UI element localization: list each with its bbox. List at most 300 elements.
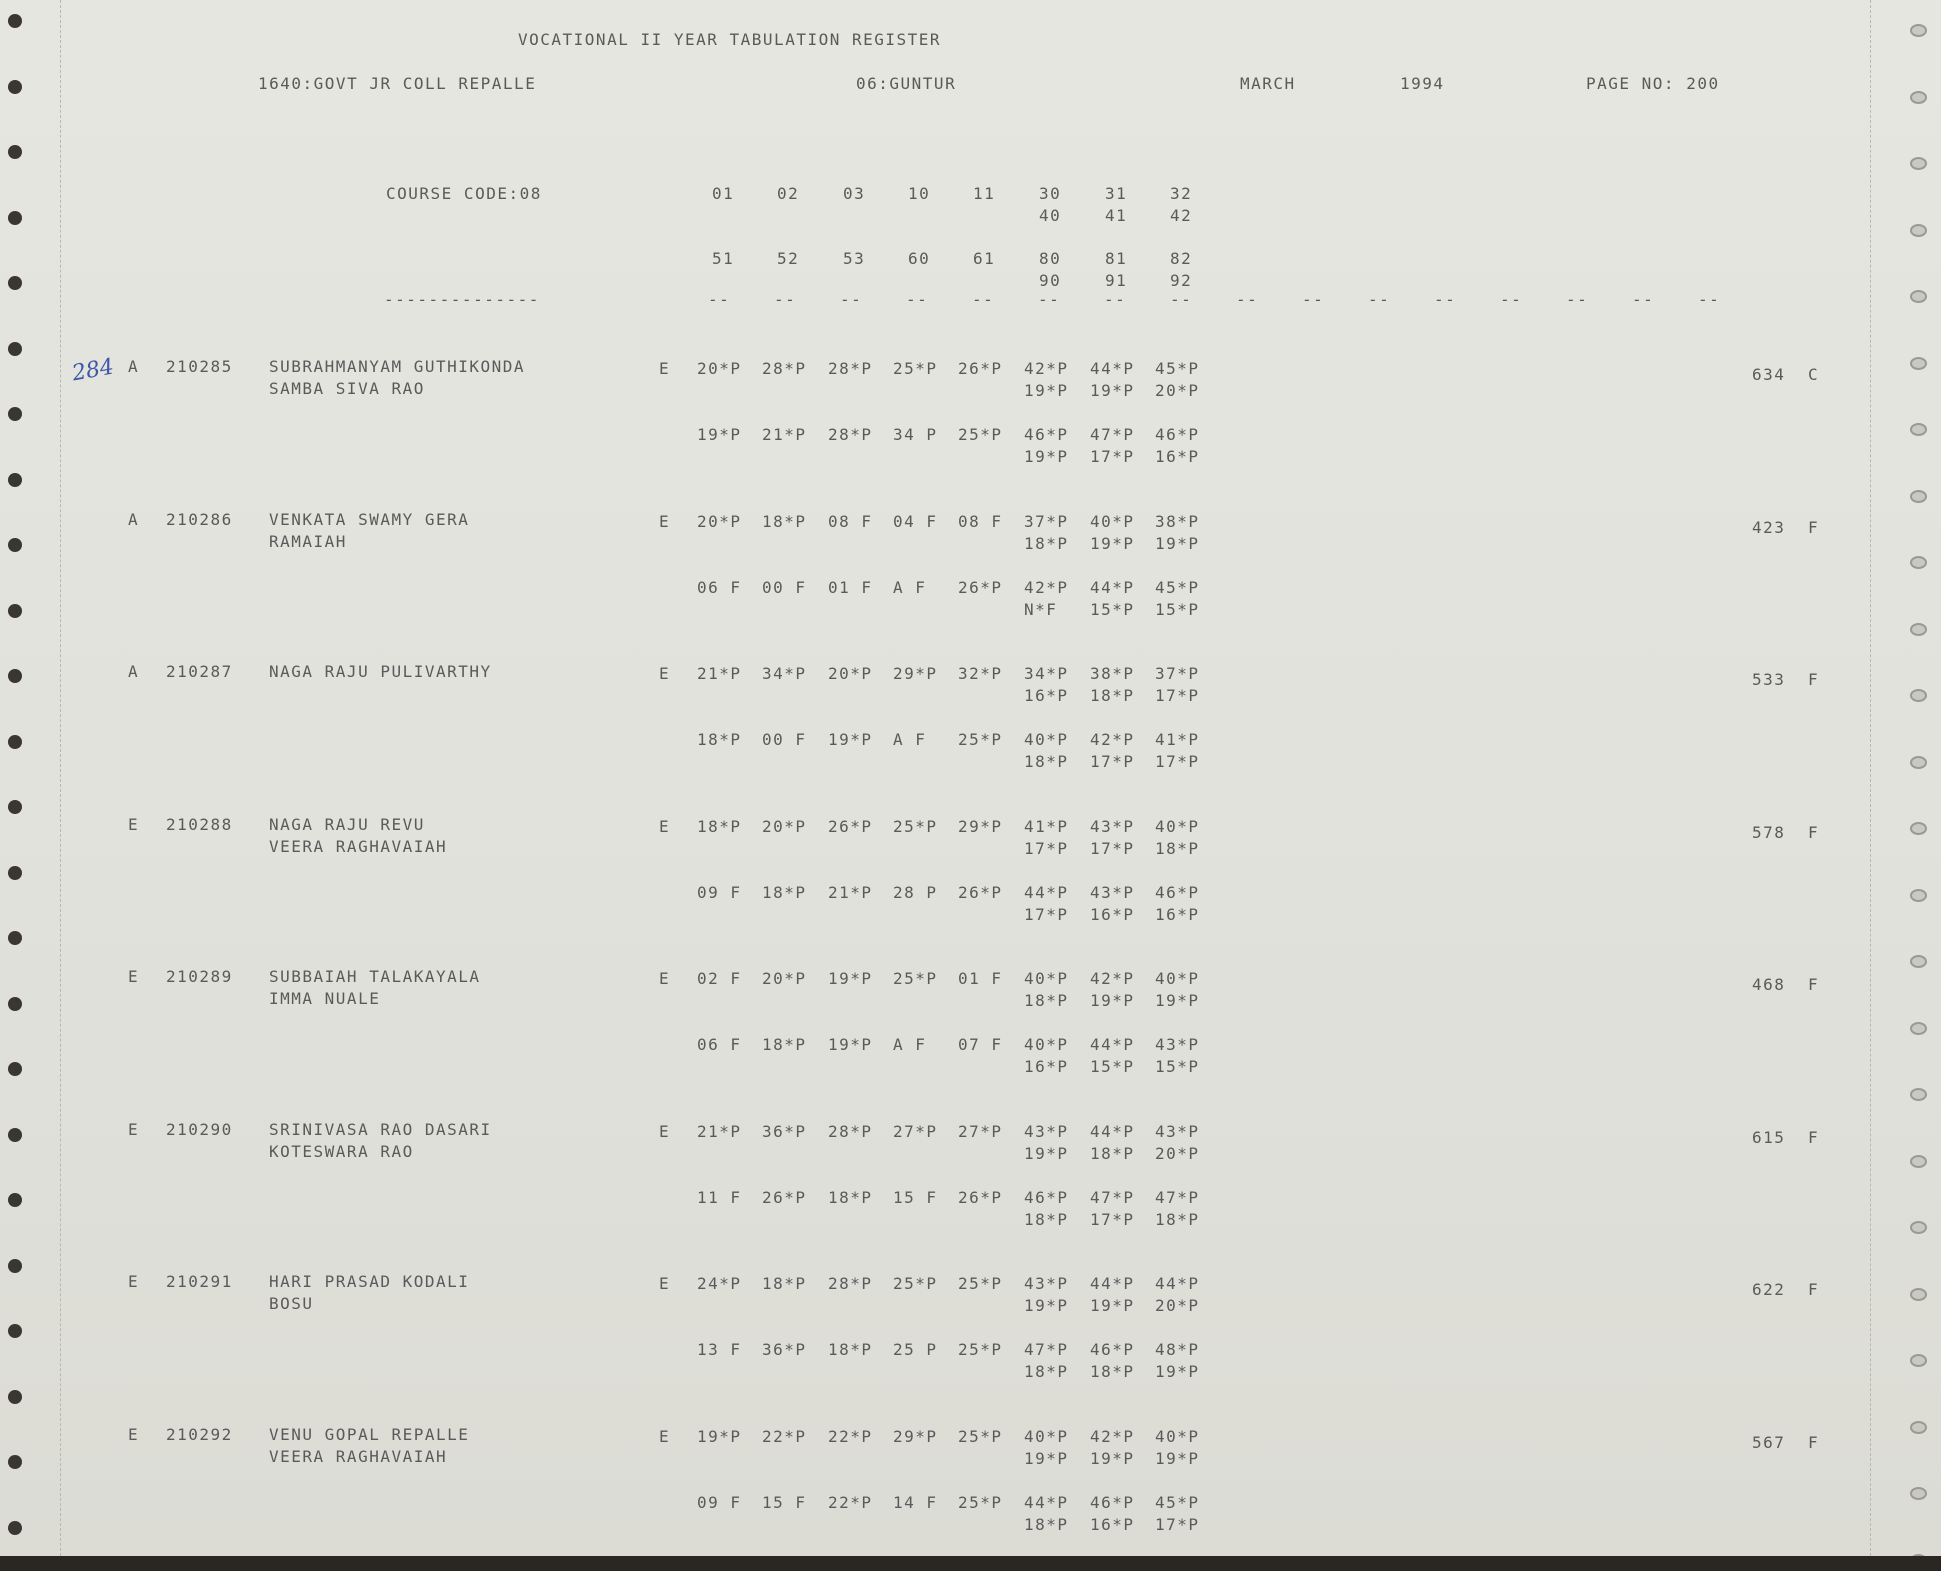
roll-number: 210290 (166, 1119, 233, 1139)
total-marks: 578 (1752, 822, 1786, 842)
subject-mark: 18*P (762, 882, 807, 902)
exam-flag: E (659, 1274, 671, 1293)
subject-mark: 18*P (1090, 686, 1135, 705)
subject-mark: 48*P (1155, 1340, 1200, 1359)
subject-mark: 07 F (958, 1035, 1003, 1054)
subject-mark: 22*P (828, 1492, 873, 1512)
subject-mark: 24*P (697, 1274, 742, 1293)
student-name-line2: VEERA RAGHAVAIAH (269, 836, 448, 856)
subject-code: 40 (1039, 206, 1062, 225)
subject-mark: 18*P (1024, 1362, 1069, 1381)
feed-hole-icon (8, 866, 22, 880)
column-underline: -- (1104, 290, 1127, 309)
subject-mark: 46*P (1024, 1187, 1069, 1207)
exam-flag: E (659, 664, 671, 683)
student-name-line2: RAMAIAH (269, 531, 347, 551)
subject-mark: 46*P (1155, 882, 1200, 902)
subject-mark: 26*P (958, 882, 1003, 902)
feed-hole-icon (1910, 689, 1927, 702)
subject-mark: 42*P (1024, 577, 1069, 597)
subject-mark: 44*P (1090, 1035, 1135, 1054)
subject-mark: 18*P (1024, 752, 1069, 771)
subject-mark: 19*P (1024, 381, 1069, 400)
subject-mark: 09 F (697, 882, 742, 902)
subject-mark: 26*P (958, 577, 1003, 597)
subject-code: 53 (843, 249, 866, 268)
student-name: HARI PRASAD KODALI (269, 1272, 470, 1291)
subject-mark: 43*P (1024, 1274, 1069, 1293)
subject-mark: 32*P (958, 664, 1003, 683)
feed-hole-icon (1910, 357, 1927, 370)
subject-mark: 25*P (893, 969, 938, 988)
column-underline: -- (1698, 290, 1721, 309)
subject-mark: 16*P (1024, 686, 1069, 705)
course-underline: -------------- (384, 290, 540, 309)
subject-mark: 25*P (893, 816, 938, 836)
roll-number: 210291 (166, 1272, 233, 1291)
subject-mark: 25*P (893, 1274, 938, 1293)
column-underline: -- (1038, 290, 1061, 309)
feed-hole-icon (8, 1259, 22, 1273)
total-marks: 468 (1752, 975, 1786, 994)
feed-hole-icon (1910, 1554, 1927, 1557)
subject-mark: 44*P (1090, 577, 1135, 597)
subject-mark: 44*P (1090, 359, 1135, 378)
subject-mark: 02 F (697, 969, 742, 988)
subject-mark: 34*P (762, 664, 807, 683)
subject-mark: 19*P (1155, 991, 1200, 1010)
subject-mark: 17*P (1090, 752, 1135, 771)
total-marks: 533 (1752, 670, 1786, 689)
subject-mark: 43*P (1090, 882, 1135, 902)
subject-mark: 06 F (697, 577, 742, 597)
subject-mark: 46*P (1090, 1492, 1135, 1512)
handwritten-margin-note: 284 (70, 354, 116, 387)
subject-mark: 22*P (762, 1426, 807, 1446)
subject-mark: 40*P (1024, 1035, 1069, 1054)
subject-mark: 41*P (1024, 816, 1069, 836)
subject-mark: 40*P (1090, 511, 1135, 531)
page-number: PAGE NO: 200 (1586, 74, 1720, 93)
feed-hole-icon (1910, 1421, 1927, 1434)
feed-hole-icon (8, 538, 22, 552)
subject-mark: 15*P (1090, 599, 1135, 619)
subject-mark: 19*P (1024, 447, 1069, 466)
student-category: E (128, 1424, 140, 1444)
total-marks: 622 (1752, 1280, 1786, 1299)
result-code: C (1808, 365, 1820, 384)
subject-mark: 20*P (1155, 1296, 1200, 1315)
feed-hole-icon (1910, 889, 1927, 902)
exam-month: MARCH (1240, 74, 1296, 93)
subject-mark: 42*P (1090, 730, 1135, 749)
feed-hole-icon (1910, 157, 1927, 170)
subject-mark: 25*P (958, 1492, 1003, 1512)
student-name-line2: VEERA RAGHAVAIAH (269, 1446, 448, 1466)
subject-mark: 19*P (828, 969, 873, 988)
column-underline: -- (1368, 290, 1391, 309)
feed-hole-icon (1910, 1487, 1927, 1500)
subject-mark: 40*P (1024, 969, 1069, 988)
subject-mark: 44*P (1024, 1492, 1069, 1512)
feed-hole-icon (8, 1193, 22, 1207)
subject-mark: 42*P (1024, 359, 1069, 378)
column-underline: -- (1302, 290, 1325, 309)
subject-mark: 15*P (1155, 599, 1200, 619)
subject-mark: 22*P (828, 1426, 873, 1446)
subject-mark: 15*P (1155, 1057, 1200, 1076)
subject-mark: 27*P (893, 1121, 938, 1141)
subject-mark: 21*P (828, 882, 873, 902)
subject-mark: 08 F (828, 511, 873, 531)
subject-mark: 29*P (893, 1426, 938, 1446)
feed-hole-icon (8, 669, 22, 683)
subject-mark: A F (893, 577, 927, 597)
subject-mark: 19*P (1090, 991, 1135, 1010)
subject-code: 30 (1039, 184, 1062, 203)
subject-mark: 38*P (1090, 664, 1135, 683)
feed-hole-icon (1910, 1354, 1927, 1367)
student-name: SRINIVASA RAO DASARI (269, 1119, 492, 1139)
feed-hole-icon (8, 1324, 22, 1338)
result-code: F (1808, 517, 1820, 537)
feed-hole-icon (1910, 224, 1927, 237)
subject-mark: 41*P (1155, 730, 1200, 749)
student-category: E (128, 814, 140, 834)
feed-hole-icon (8, 407, 22, 421)
subject-mark: 47*P (1090, 425, 1135, 444)
subject-mark: 20*P (1155, 381, 1200, 400)
feed-hole-icon (1910, 91, 1927, 104)
subject-mark: 25*P (958, 1340, 1003, 1359)
feed-hole-icon (1910, 822, 1927, 835)
column-underline: -- (1500, 290, 1523, 309)
subject-mark: 20*P (762, 816, 807, 836)
subject-mark: 40*P (1155, 816, 1200, 836)
feed-hole-icon (8, 80, 22, 94)
subject-code: 61 (973, 249, 996, 268)
total-marks: 423 (1752, 517, 1786, 537)
subject-mark: 00 F (762, 577, 807, 597)
roll-number: 210287 (166, 662, 233, 681)
subject-mark: 09 F (697, 1492, 742, 1512)
subject-mark: 18*P (828, 1187, 873, 1207)
feed-hole-icon (1910, 756, 1927, 769)
subject-mark: 43*P (1155, 1035, 1200, 1054)
exam-flag: E (659, 969, 671, 988)
feed-hole-icon (8, 931, 22, 945)
subject-mark: 17*P (1024, 838, 1069, 858)
subject-mark: 15 F (893, 1187, 938, 1207)
result-code: F (1808, 1280, 1820, 1299)
subject-mark: 06 F (697, 1035, 742, 1054)
subject-mark: 18*P (1155, 838, 1200, 858)
column-underline: -- (1236, 290, 1259, 309)
subject-mark: 19*P (828, 1035, 873, 1054)
subject-mark: 26*P (958, 1187, 1003, 1207)
subject-code: 92 (1170, 271, 1193, 290)
subject-mark: 19*P (697, 425, 742, 444)
feed-hole-icon (1910, 623, 1927, 636)
subject-mark: 18*P (1024, 991, 1069, 1010)
subject-mark: 26*P (828, 816, 873, 836)
subject-mark: 20*P (828, 664, 873, 683)
subject-mark: 42*P (1090, 969, 1135, 988)
subject-mark: 25*P (958, 1274, 1003, 1293)
subject-mark: 40*P (1155, 1426, 1200, 1446)
subject-mark: 36*P (762, 1121, 807, 1141)
subject-code: 90 (1039, 271, 1062, 290)
subject-mark: 20*P (697, 359, 742, 378)
student-category: E (128, 1272, 140, 1291)
subject-mark: 47*P (1090, 1187, 1135, 1207)
subject-mark: 25*P (958, 1426, 1003, 1446)
subject-mark: 19*P (1024, 1448, 1069, 1468)
subject-mark: A F (893, 1035, 927, 1054)
subject-mark: 19*P (1090, 533, 1135, 553)
column-underline: -- (1632, 290, 1655, 309)
subject-mark: 17*P (1155, 752, 1200, 771)
right-tractor-strip (1870, 0, 1941, 1556)
subject-mark: 44*P (1090, 1121, 1135, 1141)
subject-code: 11 (973, 184, 996, 203)
student-category: A (128, 357, 140, 376)
left-tractor-strip (0, 0, 61, 1556)
subject-mark: 04 F (893, 511, 938, 531)
subject-code: 10 (908, 184, 931, 203)
subject-mark: 18*P (1024, 1514, 1069, 1534)
subject-mark: 29*P (893, 664, 938, 683)
feed-hole-icon (8, 1455, 22, 1469)
subject-mark: N*F (1024, 599, 1058, 619)
subject-mark: 17*P (1090, 838, 1135, 858)
feed-hole-icon (1910, 290, 1927, 303)
total-marks: 634 (1752, 365, 1786, 384)
subject-mark: 45*P (1155, 359, 1200, 378)
subject-mark: 44*P (1024, 882, 1069, 902)
subject-mark: 40*P (1024, 730, 1069, 749)
subject-mark: 28*P (828, 1274, 873, 1293)
subject-mark: 40*P (1024, 1426, 1069, 1446)
subject-mark: 43*P (1090, 816, 1135, 836)
subject-mark: 36*P (762, 1340, 807, 1359)
subject-mark: 34 P (893, 425, 938, 444)
subject-mark: 16*P (1155, 904, 1200, 924)
subject-mark: 17*P (1090, 1209, 1135, 1229)
feed-hole-icon (8, 997, 22, 1011)
subject-mark: 19*P (697, 1426, 742, 1446)
roll-number: 210292 (166, 1424, 233, 1444)
subject-mark: 01 F (958, 969, 1003, 988)
subject-mark: 21*P (697, 664, 742, 683)
subject-mark: 17*P (1155, 686, 1200, 705)
student-name: NAGA RAJU PULIVARTHY (269, 662, 492, 681)
result-code: F (1808, 975, 1820, 994)
subject-mark: 37*P (1155, 664, 1200, 683)
subject-mark: 21*P (697, 1121, 742, 1141)
subject-mark: A F (893, 730, 927, 749)
subject-mark: 47*P (1024, 1340, 1069, 1359)
subject-mark: 19*P (1155, 1448, 1200, 1468)
subject-code: 51 (712, 249, 735, 268)
column-underline: -- (708, 290, 731, 309)
feed-hole-icon (1910, 24, 1927, 37)
subject-mark: 40*P (1155, 969, 1200, 988)
course-code: COURSE CODE:08 (386, 184, 542, 203)
student-category: E (128, 1119, 140, 1139)
subject-mark: 19*P (828, 730, 873, 749)
subject-mark: 08 F (958, 511, 1003, 531)
column-underline: -- (840, 290, 863, 309)
student-name-line2: BOSU (269, 1294, 314, 1313)
subject-mark: 19*P (1024, 1296, 1069, 1315)
subject-mark: 14 F (893, 1492, 938, 1512)
total-marks: 567 (1752, 1432, 1786, 1452)
subject-mark: 17*P (1155, 1514, 1200, 1534)
subject-code: 02 (777, 184, 800, 203)
subject-mark: 18*P (1155, 1209, 1200, 1229)
feed-hole-icon (8, 276, 22, 290)
feed-hole-icon (1910, 1022, 1927, 1035)
subject-code: 42 (1170, 206, 1193, 225)
subject-mark: 16*P (1024, 1057, 1069, 1076)
subject-mark: 34*P (1024, 664, 1069, 683)
subject-mark: 37*P (1024, 511, 1069, 531)
feed-hole-icon (8, 145, 22, 159)
subject-mark: 43*P (1155, 1121, 1200, 1141)
district-name: 06:GUNTUR (856, 74, 957, 93)
register-title: VOCATIONAL II YEAR TABULATION REGISTER (518, 30, 942, 49)
subject-code: 91 (1105, 271, 1128, 290)
subject-code: 82 (1170, 249, 1193, 268)
column-underline: -- (1566, 290, 1589, 309)
subject-mark: 17*P (1024, 904, 1069, 924)
feed-hole-icon (1910, 1155, 1927, 1168)
subject-mark: 19*P (1155, 1362, 1200, 1381)
subject-mark: 28 P (893, 882, 938, 902)
subject-mark: 19*P (1155, 533, 1200, 553)
student-name: VENKATA SWAMY GERA (269, 509, 470, 529)
subject-mark: 25*P (958, 730, 1003, 749)
subject-mark: 26*P (958, 359, 1003, 378)
subject-code: 31 (1105, 184, 1128, 203)
feed-hole-icon (8, 211, 22, 225)
subject-mark: 27*P (958, 1121, 1003, 1141)
roll-number: 210285 (166, 357, 233, 376)
feed-hole-icon (8, 735, 22, 749)
exam-flag: E (659, 359, 671, 378)
total-marks: 615 (1752, 1127, 1786, 1147)
student-name: SUBBAIAH TALAKAYALA (269, 967, 481, 986)
subject-mark: 47*P (1155, 1187, 1200, 1207)
result-code: F (1808, 822, 1820, 842)
student-category: E (128, 967, 140, 986)
subject-mark: 19*P (1090, 381, 1135, 400)
subject-mark: 15 F (762, 1492, 807, 1512)
subject-mark: 18*P (697, 816, 742, 836)
subject-mark: 16*P (1090, 904, 1135, 924)
subject-mark: 28*P (828, 359, 873, 378)
subject-mark: 46*P (1155, 425, 1200, 444)
exam-year: 1994 (1400, 74, 1445, 93)
subject-mark: 28*P (828, 1121, 873, 1141)
subject-code: 52 (777, 249, 800, 268)
column-underline: -- (1170, 290, 1193, 309)
student-name: NAGA RAJU REVU (269, 814, 425, 834)
subject-mark: 46*P (1024, 425, 1069, 444)
subject-mark: 18*P (1024, 1209, 1069, 1229)
result-code: F (1808, 670, 1820, 689)
subject-mark: 44*P (1090, 1274, 1135, 1293)
feed-hole-icon (1910, 1221, 1927, 1234)
subject-mark: 19*P (1024, 1143, 1069, 1163)
roll-number: 210289 (166, 967, 233, 986)
subject-mark: 18*P (1090, 1362, 1135, 1381)
subject-code: 01 (712, 184, 735, 203)
subject-mark: 18*P (762, 511, 807, 531)
column-underline: -- (1434, 290, 1457, 309)
feed-hole-icon (8, 342, 22, 356)
feed-hole-icon (1910, 556, 1927, 569)
student-category: A (128, 662, 140, 681)
subject-mark: 45*P (1155, 1492, 1200, 1512)
result-code: F (1808, 1432, 1820, 1452)
subject-mark: 13 F (697, 1340, 742, 1359)
result-code: F (1808, 1127, 1820, 1147)
subject-mark: 18*P (762, 1035, 807, 1054)
roll-number: 210286 (166, 509, 233, 529)
subject-mark: 16*P (1090, 1514, 1135, 1534)
subject-mark: 44*P (1155, 1274, 1200, 1293)
column-underline: -- (972, 290, 995, 309)
feed-hole-icon (1910, 955, 1927, 968)
subject-mark: 20*P (697, 511, 742, 531)
subject-mark: 19*P (1090, 1448, 1135, 1468)
subject-mark: 46*P (1090, 1340, 1135, 1359)
feed-hole-icon (8, 473, 22, 487)
feed-hole-icon (8, 1521, 22, 1535)
feed-hole-icon (8, 1062, 22, 1076)
feed-hole-icon (8, 800, 22, 814)
exam-flag: E (659, 1426, 671, 1446)
exam-flag: E (659, 1121, 671, 1141)
subject-mark: 18*P (1090, 1143, 1135, 1163)
college-name: 1640:GOVT JR COLL REPALLE (258, 74, 537, 93)
subject-code: 80 (1039, 249, 1062, 268)
subject-code: 03 (843, 184, 866, 203)
subject-mark: 20*P (1155, 1143, 1200, 1163)
subject-mark: 18*P (1024, 533, 1069, 553)
subject-mark: 43*P (1024, 1121, 1069, 1141)
subject-code: 81 (1105, 249, 1128, 268)
subject-mark: 25*P (893, 359, 938, 378)
feed-hole-icon (8, 1128, 22, 1142)
exam-flag: E (659, 511, 671, 531)
feed-hole-icon (8, 14, 22, 28)
subject-mark: 21*P (762, 425, 807, 444)
feed-hole-icon (8, 604, 22, 618)
subject-mark: 18*P (762, 1274, 807, 1293)
student-name-line2: IMMA NUALE (269, 989, 381, 1008)
subject-mark: 15*P (1090, 1057, 1135, 1076)
subject-code: 32 (1170, 184, 1193, 203)
subject-mark: 25 P (893, 1340, 938, 1359)
subject-mark: 16*P (1155, 447, 1200, 466)
roll-number: 210288 (166, 814, 233, 834)
subject-mark: 28*P (762, 359, 807, 378)
subject-mark: 11 F (697, 1187, 742, 1207)
subject-mark: 18*P (828, 1340, 873, 1359)
